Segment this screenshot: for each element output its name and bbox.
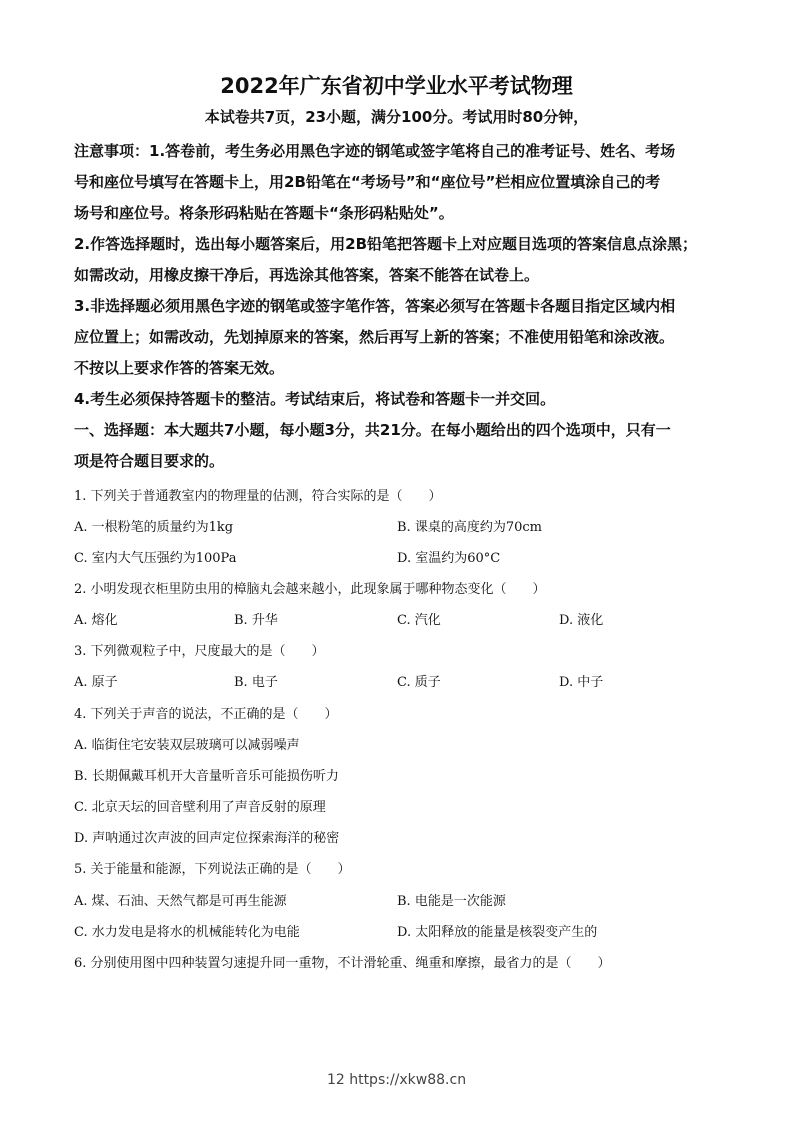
- note-2-line-2: 如需改动，用橡皮擦干净后，再选涂其他答案，答案不能答在试卷上。: [74, 266, 540, 284]
- question-1-option-c: C. 室内大气压强约为100Pa: [74, 551, 237, 566]
- question-4-option-b: B. 长期佩戴耳机开大音量听音乐可能损伤听力: [74, 769, 339, 784]
- question-1-option-b: B. 课桌的高度约为70cm: [397, 520, 542, 535]
- note-3-line-3: 不按以上要求作答的答案无效。: [74, 359, 285, 377]
- question-3-stem: 3. 下列微观粒子中，尺度最大的是（ ）: [74, 644, 325, 659]
- question-5-option-c: C. 水力发电是将水的机械能转化为电能: [74, 925, 300, 940]
- note-4: 4.考生必须保持答题卡的整洁。考试结束后，将试卷和答题卡一并交回。: [74, 390, 556, 408]
- note-1-line-3: 场号和座位号。将条形码粘贴在答题卡“条形码粘贴处”。: [74, 204, 454, 222]
- question-2-option-d: D. 液化: [559, 613, 604, 628]
- section-heading-line-1: 一、选择题：本大题共7小题，每小题3分，共21分。在每小题给出的四个选项中，只有一: [74, 421, 671, 439]
- exam-title: 2022年广东省初中学业水平考试物理: [220, 74, 573, 98]
- question-4-stem: 4. 下列关于声音的说法，不正确的是（ ）: [74, 707, 338, 722]
- question-3-option-a: A. 原子: [74, 675, 118, 690]
- question-2-option-a: A. 熔化: [74, 613, 118, 628]
- question-4-option-d: D. 声呐通过次声波的回声定位探索海洋的秘密: [74, 831, 340, 846]
- question-5-stem: 5. 关于能量和能源，下列说法正确的是（ ）: [74, 862, 351, 877]
- question-3-option-c: C. 质子: [397, 675, 441, 690]
- question-3-option-b: B. 电子: [234, 675, 278, 690]
- note-1-line-2: 号和座位号填写在答题卡上，用2B铅笔在“考场号”和“座位号”栏相应位置填涂自己的考: [74, 173, 661, 191]
- question-5-option-a: A. 煤、石油、天然气都是可再生能源: [74, 894, 287, 909]
- notes-block: [74, 136, 726, 477]
- note-3-line-1: 3.非选择题必须用黑色字迹的钢笔或签字笔作答，答案必须写在答题卡各题目指定区域内相: [74, 297, 676, 315]
- question-2-stem: 2. 小明发现衣柜里防虫用的樟脑丸会越来越小，此现象属于哪种物态变化（ ）: [74, 582, 546, 597]
- question-1-stem: 1. 下列关于普通教室内的物理量的估测，符合实际的是（ ）: [74, 489, 442, 504]
- exam-subtitle: 本试卷共7页，23小题，满分100分。考试用时80分钟，: [204, 108, 589, 126]
- question-4-option-a: A. 临街住宅安装双层玻璃可以减弱噪声: [74, 738, 300, 753]
- question-2-option-c: C. 汽化: [397, 613, 441, 628]
- note-2-line-1: 2.作答选择题时，选出每小题答案后，用2B铅笔把答题卡上对应题目选项的答案信息点涂黑；: [74, 235, 698, 253]
- question-2-option-b: B. 升华: [234, 613, 278, 628]
- question-5-option-d: D. 太阳释放的能量是核裂变产生的: [397, 925, 598, 940]
- question-5-option-b: B. 电能是一次能源: [397, 894, 506, 909]
- question-3-option-d: D. 中子: [559, 675, 604, 690]
- question-4-option-c: C. 北京天坛的回音壁利用了声音反射的原理: [74, 800, 326, 815]
- page-footer: 12 https://xkw88.cn: [326, 1072, 467, 1088]
- note-3-line-2: 应位置上；如需改动，先划掉原来的答案，然后再写上新的答案；不准使用铅笔和涂改液。: [74, 328, 675, 346]
- question-1-option-a: A. 一根粉笔的质量约为1kg: [74, 520, 234, 535]
- note-1-line-1: 注意事项：1.答卷前，考生务必用黑色字迹的钢笔或签字笔将自己的准考证号、姓名、考场: [74, 142, 676, 160]
- question-1-option-d: D. 室温约为60°C: [397, 551, 501, 566]
- question-6-stem: 6. 分别使用图中四种装置匀速提升同一重物，不计滑轮重、绳重和摩擦，最省力的是（ ）: [74, 956, 611, 971]
- section-heading-line-2: 项是符合题目要求的。: [74, 452, 225, 470]
